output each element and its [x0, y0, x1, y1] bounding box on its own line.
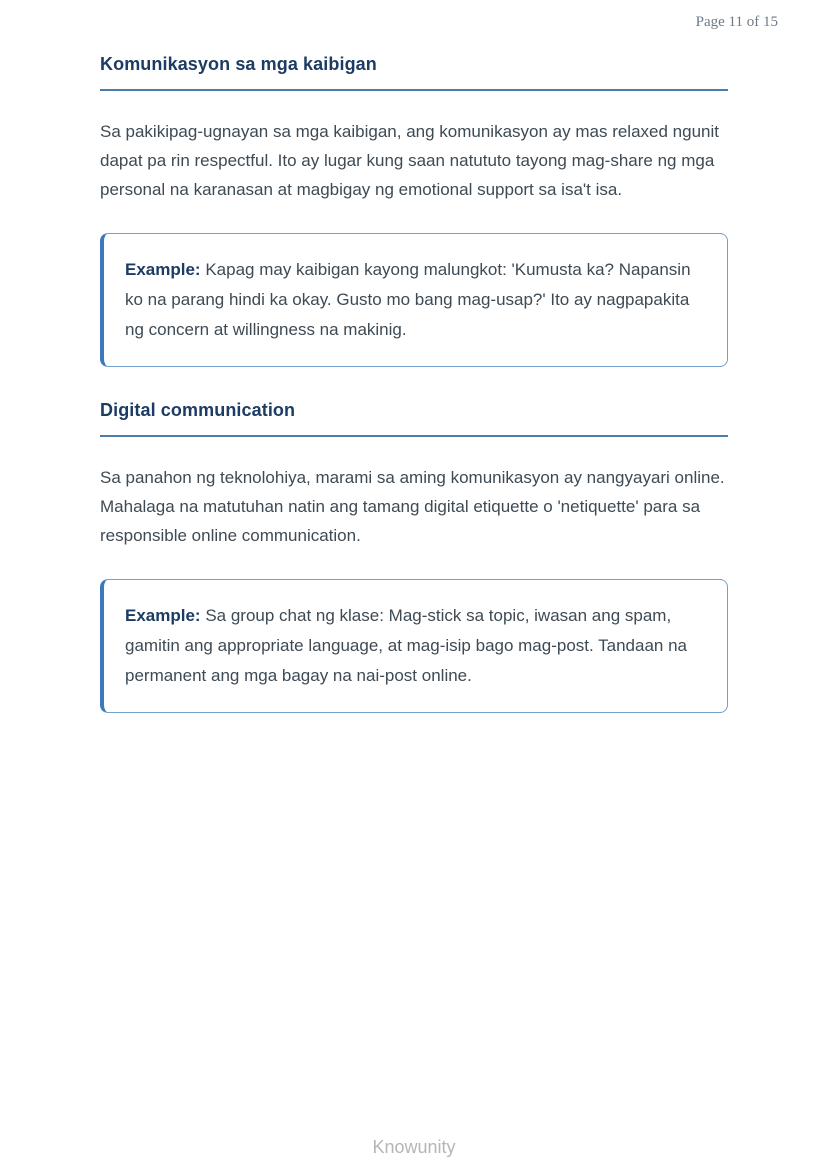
example-text — [125, 601, 703, 691]
section-heading: Digital communication — [100, 400, 296, 420]
footer-brand: Knowunity — [372, 1137, 456, 1157]
section-paragraph: Sa panahon ng teknolohiya, marami sa aming komunikasyon ay nangyayari online. Mahalaga na matutuhan natin ang tamang digital etiquette o 'netiquette' para sa responsible online communication. — [100, 468, 725, 545]
section-heading: Komunikasyon sa mga kaibigan — [100, 54, 377, 74]
example-box — [100, 233, 728, 367]
example-label: Example: — [125, 606, 201, 625]
section-header — [100, 52, 728, 91]
section-friends-communication — [100, 52, 728, 367]
example-box — [100, 579, 728, 713]
example-text — [125, 255, 703, 345]
section-paragraph: Sa pakikipag-ugnayan sa mga kaibigan, ang komunikasyon ay mas relaxed ngunit dapat pa rin respectful. Ito ay lugar kung saan natututo tayong mag-share ng mga personal na karanasan at magbigay ng emotional support sa isa't isa. — [100, 122, 719, 199]
section-digital-communication — [100, 398, 728, 713]
example-label: Example: — [125, 260, 201, 279]
example-body: Kapag may kaibigan kayong malungkot: 'Kumusta ka? Napansin ko na parang hindi ka okay. Gusto mo bang mag-usap?' Ito ay nagpapakita ng concern at willingness na makinig. — [125, 260, 691, 339]
page-number-label: Page 11 of 15 — [695, 14, 778, 30]
section-header — [100, 398, 728, 437]
example-body: Sa group chat ng klase: Mag-stick sa topic, iwasan ang spam, gamitin ang appropriate language, at mag-isip bago mag-post. Tandaan na permanent ang mga bagay na nai-post online. — [125, 606, 688, 685]
